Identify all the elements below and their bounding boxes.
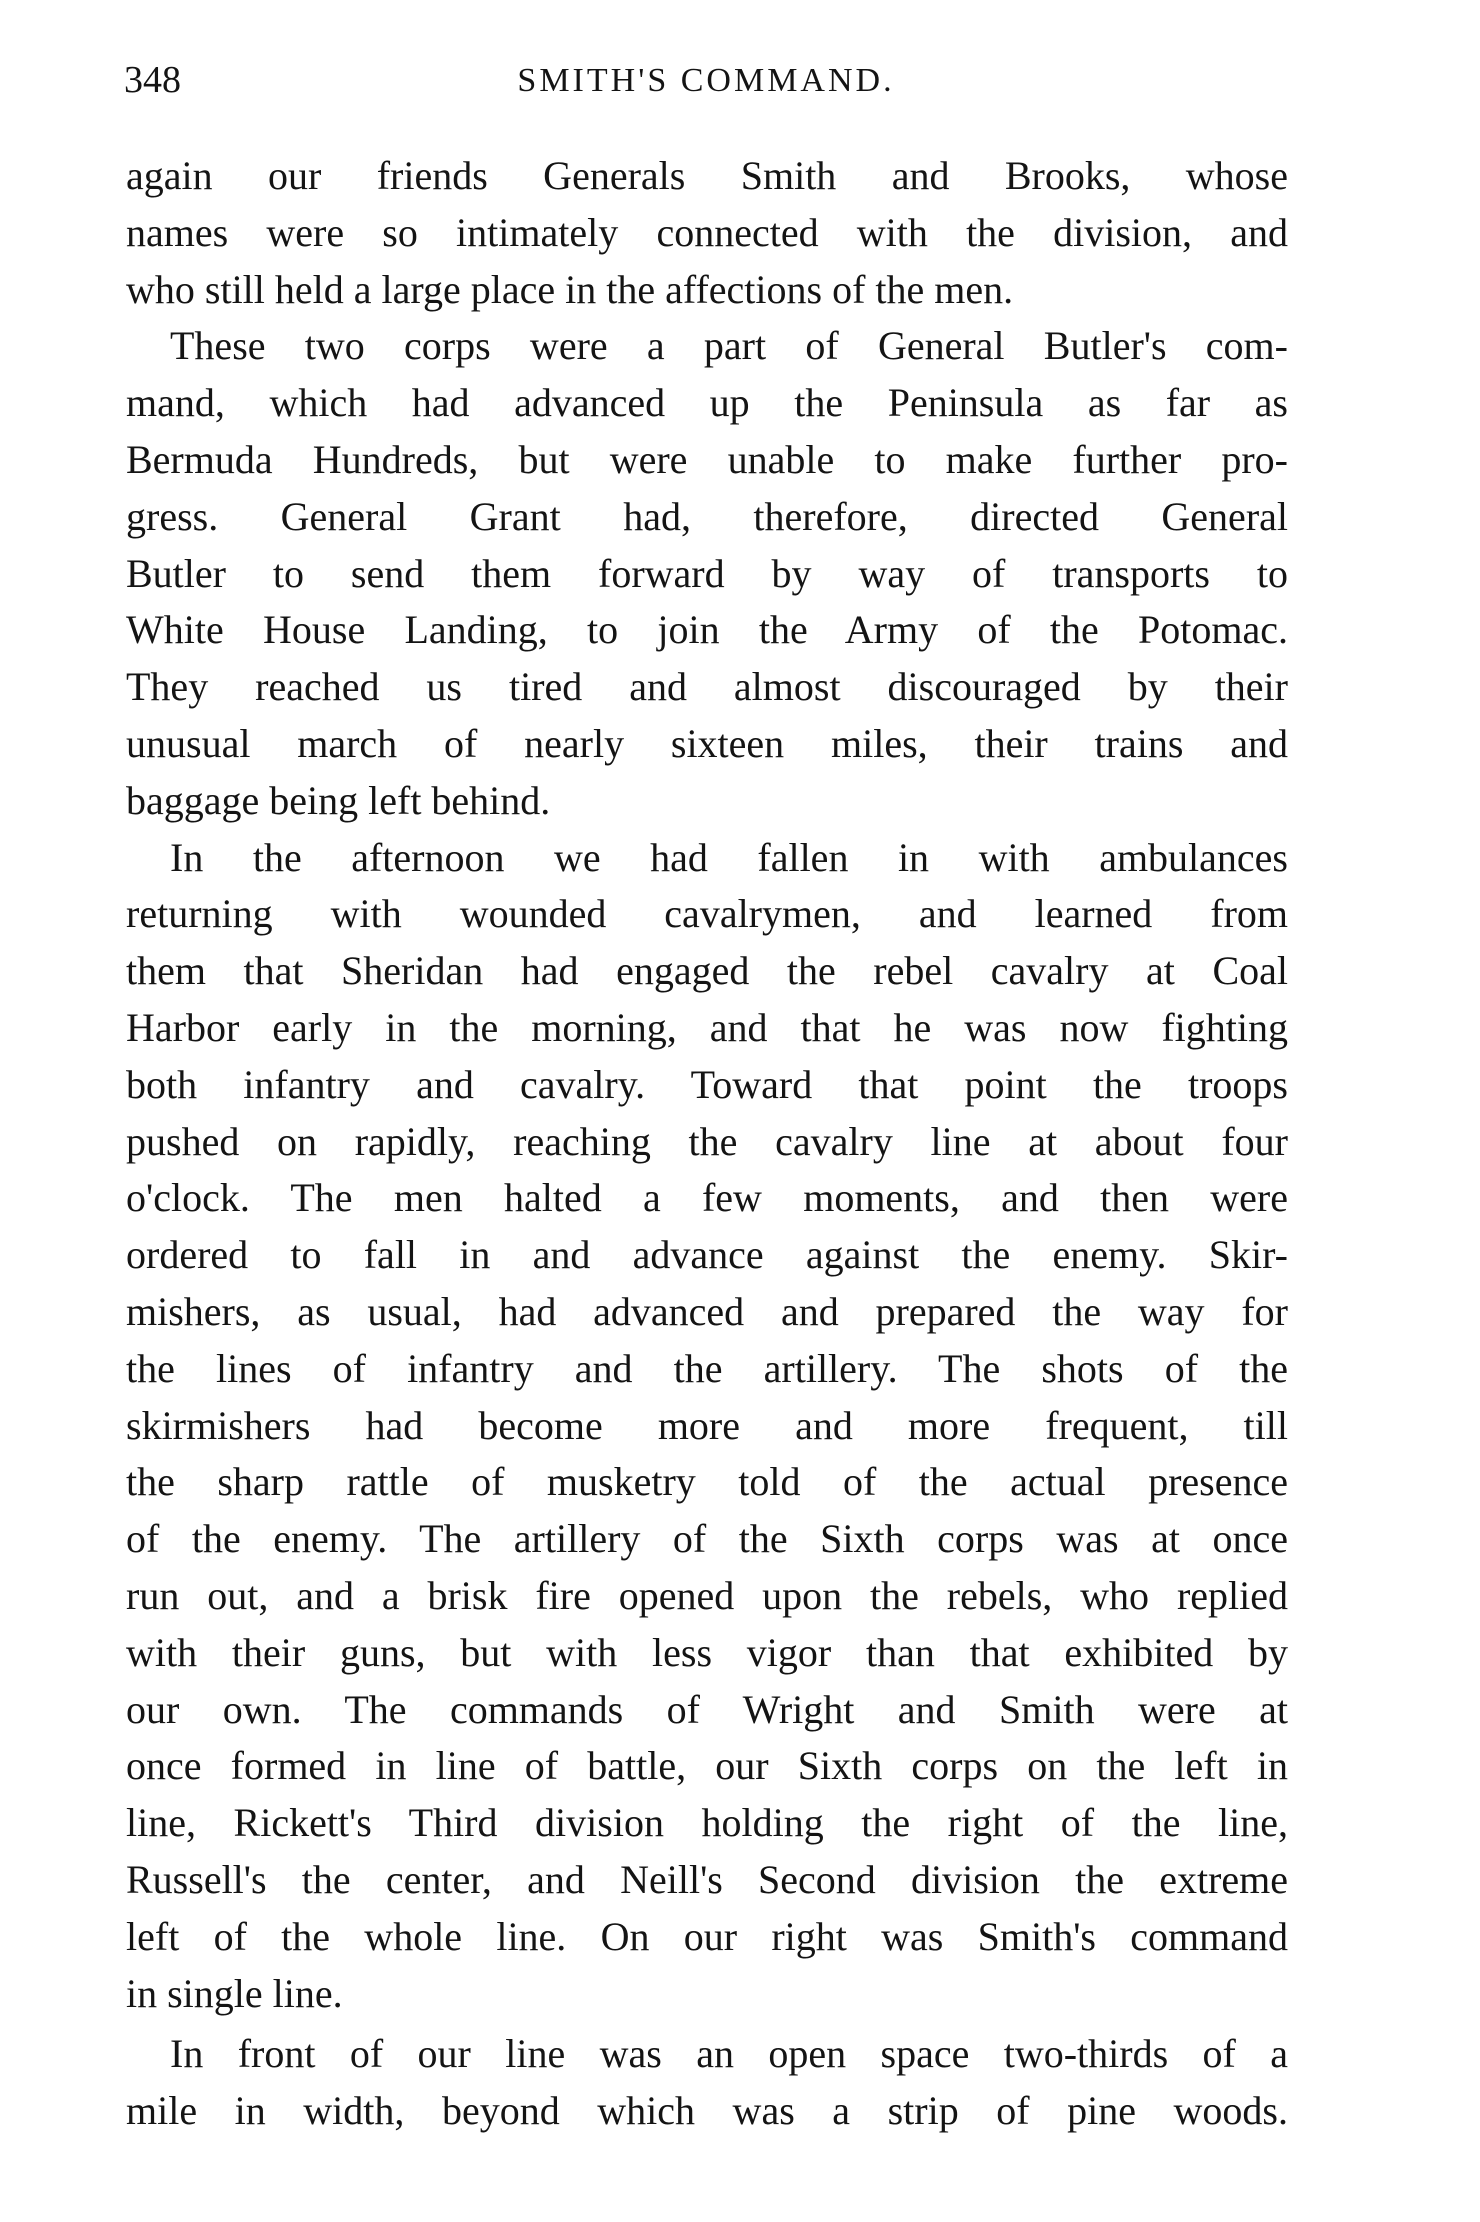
paragraph [126,830,1288,2023]
text-line: of the enemy. The artillery of the Sixth corps was at once [126,1516,1288,1562]
text-line: mand, which had advanced up the Peninsula as far as [126,380,1288,426]
text-line: o'clock. The men halted a few moments, and then were [126,1175,1288,1221]
text-line: pushed on rapidly, reaching the cavalry line at about four [126,1118,1288,1164]
text-line: our own. The commands of Wright and Smith were at [126,1686,1288,1732]
text-line: run out, and a brisk fire opened upon the rebels, who replied [126,1572,1288,1618]
text-line: baggage being left behind. [126,777,551,823]
paragraph [126,2026,1288,2140]
text-line: gress. General Grant had, therefore, directed General [126,493,1288,539]
text-line: both infantry and cavalry. Toward that point the troops [126,1061,1288,1107]
text-line: In front of our line was an open space two-thirds of a [170,2031,1288,2077]
text-line: White House Landing, to join the Army of the Potomac. [126,607,1288,653]
paragraph [126,318,1288,829]
text-line: ordered to fall in and advance against the enemy. Skir- [126,1232,1288,1278]
text-line: These two corps were a part of General Butler's com- [170,323,1288,369]
page-header [124,58,1288,108]
text-line: unusual march of nearly sixteen miles, their trains and [126,720,1288,766]
text-line: mile in width, beyond which was a strip of pine woods. [126,2088,1288,2134]
text-line: once formed in line of battle, our Sixth corps on the left in [126,1743,1288,1789]
text-line: mishers, as usual, had advanced and prepared the way for [126,1288,1288,1334]
text-line: left of the whole line. On our right was Smith's command [126,1913,1288,1959]
text-line: They reached us tired and almost discouraged by their [126,664,1288,710]
text-line: Russell's the center, and Neill's Second division the extreme [126,1856,1288,1902]
text-line: the sharp rattle of musketry told of the actual presence [126,1459,1288,1505]
page-body [126,148,1288,2140]
text-line: Butler to send them forward by way of transports to [126,550,1288,596]
text-line: returning with wounded cavalrymen, and learned from [126,891,1288,937]
text-line: them that Sheridan had engaged the rebel cavalry at Coal [126,948,1288,994]
text-line: line, Rickett's Third division holding the right of the line, [126,1800,1288,1846]
text-line: skirmishers had become more and more frequent, till [126,1402,1288,1448]
running-title: SMITH'S COMMAND. [517,62,895,99]
paragraph [126,148,1288,318]
text-line: again our friends Generals Smith and Brooks, whose [126,153,1288,198]
page-number: 348 [124,59,181,101]
text-line: in single line. [126,1970,343,2016]
text-line: the lines of infantry and the artillery. The shots of the [126,1345,1288,1391]
text-line: with their guns, but with less vigor than that exhibited by [126,1629,1288,1675]
text-line: In the afternoon we had fallen in with ambulances [170,834,1288,880]
text-line: Bermuda Hundreds, but were unable to make further pro- [126,436,1288,482]
text-line: names were so intimately connected with the division, and [126,209,1288,255]
text-line: who still held a large place in the affections of the men. [126,266,1014,312]
text-line: Harbor early in the morning, and that he was now fighting [126,1004,1288,1050]
